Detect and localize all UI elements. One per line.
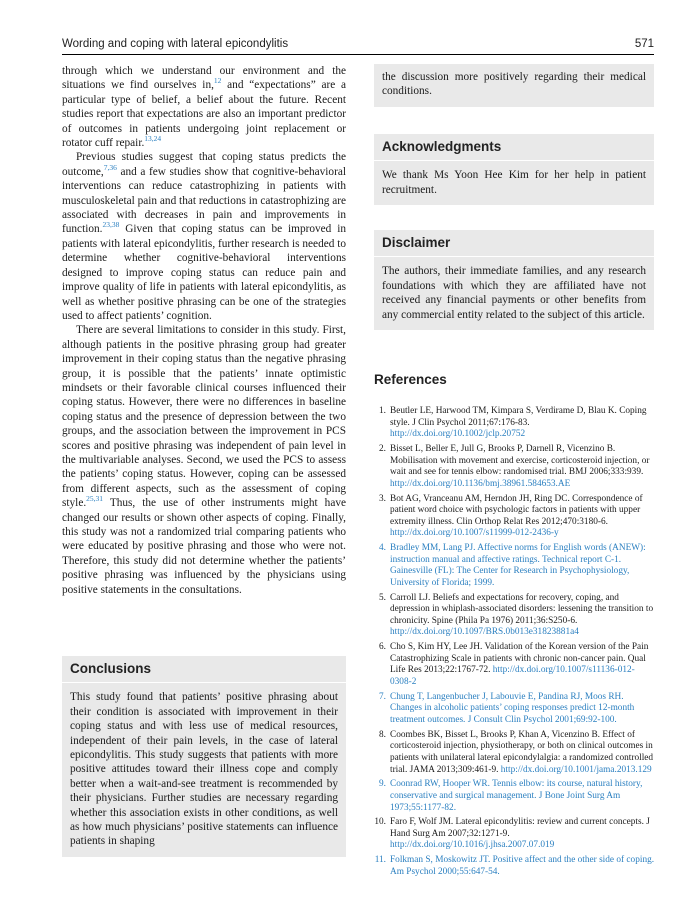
reference-item [374, 855, 656, 878]
disclaimer-box [374, 230, 654, 330]
reference-item [374, 406, 656, 441]
acknowledgments-heading: Acknowledgments [374, 134, 654, 161]
doi-link[interactable]: http://dx.doi.org/10.1016/j.jhsa.2007.07.019 [390, 840, 555, 851]
doi-link[interactable]: http://dx.doi.org/10.1001/jama.2013.129 [500, 764, 652, 775]
doi-link[interactable]: http://dx.doi.org/10.1136/bmj.38961.584653.AE [390, 478, 571, 489]
disclaimer-body: The authors, their immediate families, and any research foundations with which they are affiliated have not received any financial payments or other benefits from any commercial entity related to the subject of this article. [382, 265, 646, 321]
reference-text: Faro F, Wolf JM. Lateral epicondylitis: review and current concepts. J Hand Surg Am 2007;32:1271-9. [390, 817, 650, 839]
doi-link[interactable]: http://dx.doi.org/10.1007/s11999-012-2436-y [390, 528, 559, 539]
reference-text: Bot AG, Vranceanu AM, Herndon JH, Ring DC. Correspondence of patient word choice with psychologic factors in patients with upper extremity illness. Clin Orthop Relat Res 2012;470:3180-6. [390, 493, 643, 527]
reference-text: Bisset L, Beller E, Jull G, Brooks P, Darnell R, Vicenzino B. Mobilisation with movement and exercise, corticosteroid injection, or wait and see for tennis elbow: randomised trial. BMJ 2006;333:939. [390, 443, 650, 478]
paragraph-3: There are several limitations to consider in this study. First, although patients in the positive phrasing group had greater improvement in their coping status than the negative phrasing group, it is possible that the patients’ innate optimistic mindsets or their favorable clinical courses influenced their coping status. However, there were no differences in baseline coping status and the presence of depression between the two groups, and the association between the improvement in PCS scores and positive phrasing was independent of pain level in the multivariable analyses. Second, we used the PCS to assess the patients’ coping status. However, coping can be assessed from different aspects, such as the assessment of coping style.$^{25,31}$ Thus, the use of other instruments might have changed our results or shown other aspects of coping. Finally, this study was not a randomized trial comparing patients who were educated by positive phrasing and those who were not. Therefore, this study did not determine whether the patients’ positive phrasing was influenced by the physicians using positive statements in the consultations. [62, 324, 346, 596]
conclusions-box [62, 656, 346, 857]
reference-item [374, 730, 656, 776]
reference-number: 10. [374, 817, 386, 828]
reference-number: 11. [374, 855, 386, 866]
left-column [62, 64, 346, 597]
reference-item [374, 779, 656, 814]
reference-text[interactable]: Chung T, Langenbucher J, Labouvie E, Pandina RJ, Moos RH. Changes in alcoholic patients’ coping responses predict 12-month treatment outcomes. J Consult Clin Psychol 2001;69:92-100. [390, 691, 635, 725]
reference-text: Coombes BK, Bisset L, Brooks P, Khan A, Vicenzino B. Effect of corticosteroid injection, physiotherapy, or both on clinical outcomes in patients with unilateral lateral epicondylalgia: a randomized controlled trial. JAMA 2013;309:461-9. [390, 729, 654, 775]
reference-number: 5. [379, 592, 386, 603]
acknowledgments-body: We thank Ms Yoon Hee Kim for her help in patient recruitment. [382, 169, 646, 196]
paragraph-2: Previous studies suggest that coping status predicts the outcome,$^{7,36}$ and a few studies show that cognitive-behavioral interventions can reduce catastrophizing in patients with musculoskeletal pain and that reductions in catastrophizing are associated with decreases in pain and improvements in function.$^{23,38}$ Given that coping status can be improved in patients with lateral epicondylitis, further research is needed to determine whether cognitive-behavioral interventions designed to improve coping status can reduce pain and improve quality of life in patients with lateral epicondylitis, as well as whether positive phrasing can be one of the strategies used to affect patients’ cognition. [62, 151, 346, 322]
reference-item [374, 494, 656, 540]
running-header [62, 36, 654, 55]
citation[interactable]: 7,36 [103, 163, 117, 173]
reference-text: Beutler LE, Harwood TM, Kimpara S, Verdirame D, Blau K. Coping style. J Clin Psychol 2011;67:176-83. [390, 406, 647, 428]
reference-text[interactable]: Folkman S, Moskowitz JT. Positive affect and the other side of coping. Am Psychol 2000;55:647-54. [390, 855, 655, 877]
citation[interactable]: 25,31 [86, 494, 104, 504]
conclusions-continued-box [374, 64, 654, 107]
citation[interactable]: 23,38 [102, 220, 120, 230]
reference-item [374, 444, 656, 490]
paragraph-1: through which we understand our environment and the situations we find ourselves in,$^{12}$ and “expectations” are a particular type of belief, a belief about the future. Recent studies report that expectations are also an important predictor of outcomes in patients undergoing joint replacement or rotator cuff repair.$^{13,24}$ [62, 65, 346, 150]
reference-text[interactable]: Coonrad RW, Hooper WR. Tennis elbow: its course, natural history, conservative and surgical management. J Bone Joint Surg Am 1973;55:1177-82. [390, 779, 643, 813]
reference-text: Carroll LJ. Beliefs and expectations for recovery, coping, and depression in whiplash-associated disorders: lessening the transition to chronicity. Spine (Phila Pa 1976) 2011;36:S250-6. [390, 592, 654, 626]
reference-item [374, 817, 656, 852]
reference-text[interactable]: Bradley MM, Lang PJ. Affective norms for English words (ANEW): instruction manual and affective ratings. Technical report C-1. Gainesville (FL): The Center for Research in Psychophysiology, University of Florida; 1999. [390, 543, 646, 588]
reference-text: Cho S, Kim HY, Lee JH. Validation of the Korean version of the Pain Catastrophizing Scale in patients with chronic non-cancer pain. Qual Life Res 2013;22:1767-72. [390, 642, 649, 676]
reference-number: 9. [379, 779, 386, 790]
reference-number: 4. [379, 543, 386, 554]
reference-number: 3. [379, 493, 386, 504]
reference-number: 8. [379, 729, 386, 740]
running-title: Wording and coping with lateral epicondylitis [62, 38, 289, 50]
reference-list [374, 406, 656, 882]
disclaimer-heading: Disclaimer [374, 230, 654, 257]
doi-link[interactable]: http://dx.doi.org/10.1097/BRS.0b013e31823881a4 [390, 627, 579, 638]
reference-number: 7. [379, 691, 386, 702]
conclusions-heading: Conclusions [62, 656, 346, 683]
doi-link[interactable]: http://dx.doi.org/10.1007/s11136-012-0308-2 [390, 665, 635, 687]
reference-item [374, 692, 656, 727]
reference-item [374, 543, 656, 589]
acknowledgments-box [374, 134, 654, 205]
reference-item [374, 642, 656, 688]
conclusions-body: This study found that patients’ positive phrasing about their condition is associated with improvement in their coping status and with less use of medical resources, independent of their pain levels, in the case of lateral epicondylitis. This study suggests that patients with more positive attitudes toward their illness cope and comply better when a wait-and-see treatment is recommended by their physicians. Further studies are necessary regarding whether this association exists in other conditions, as well as how much physicians’ positive statements can influence patients in shaping [70, 691, 338, 848]
doi-link[interactable]: http://dx.doi.org/10.1002/jclp.20752 [390, 429, 526, 440]
conclusions-continued-text: the discussion more positively regarding their medical conditions. [382, 71, 646, 98]
reference-number: 2. [379, 443, 386, 454]
reference-number: 6. [379, 642, 386, 653]
citation[interactable]: 13,24 [144, 134, 162, 144]
references-heading: References [374, 372, 447, 387]
citation[interactable]: 12 [213, 76, 222, 86]
page-number: 571 [634, 38, 654, 50]
reference-item [374, 593, 656, 639]
reference-number: 1. [379, 406, 386, 416]
